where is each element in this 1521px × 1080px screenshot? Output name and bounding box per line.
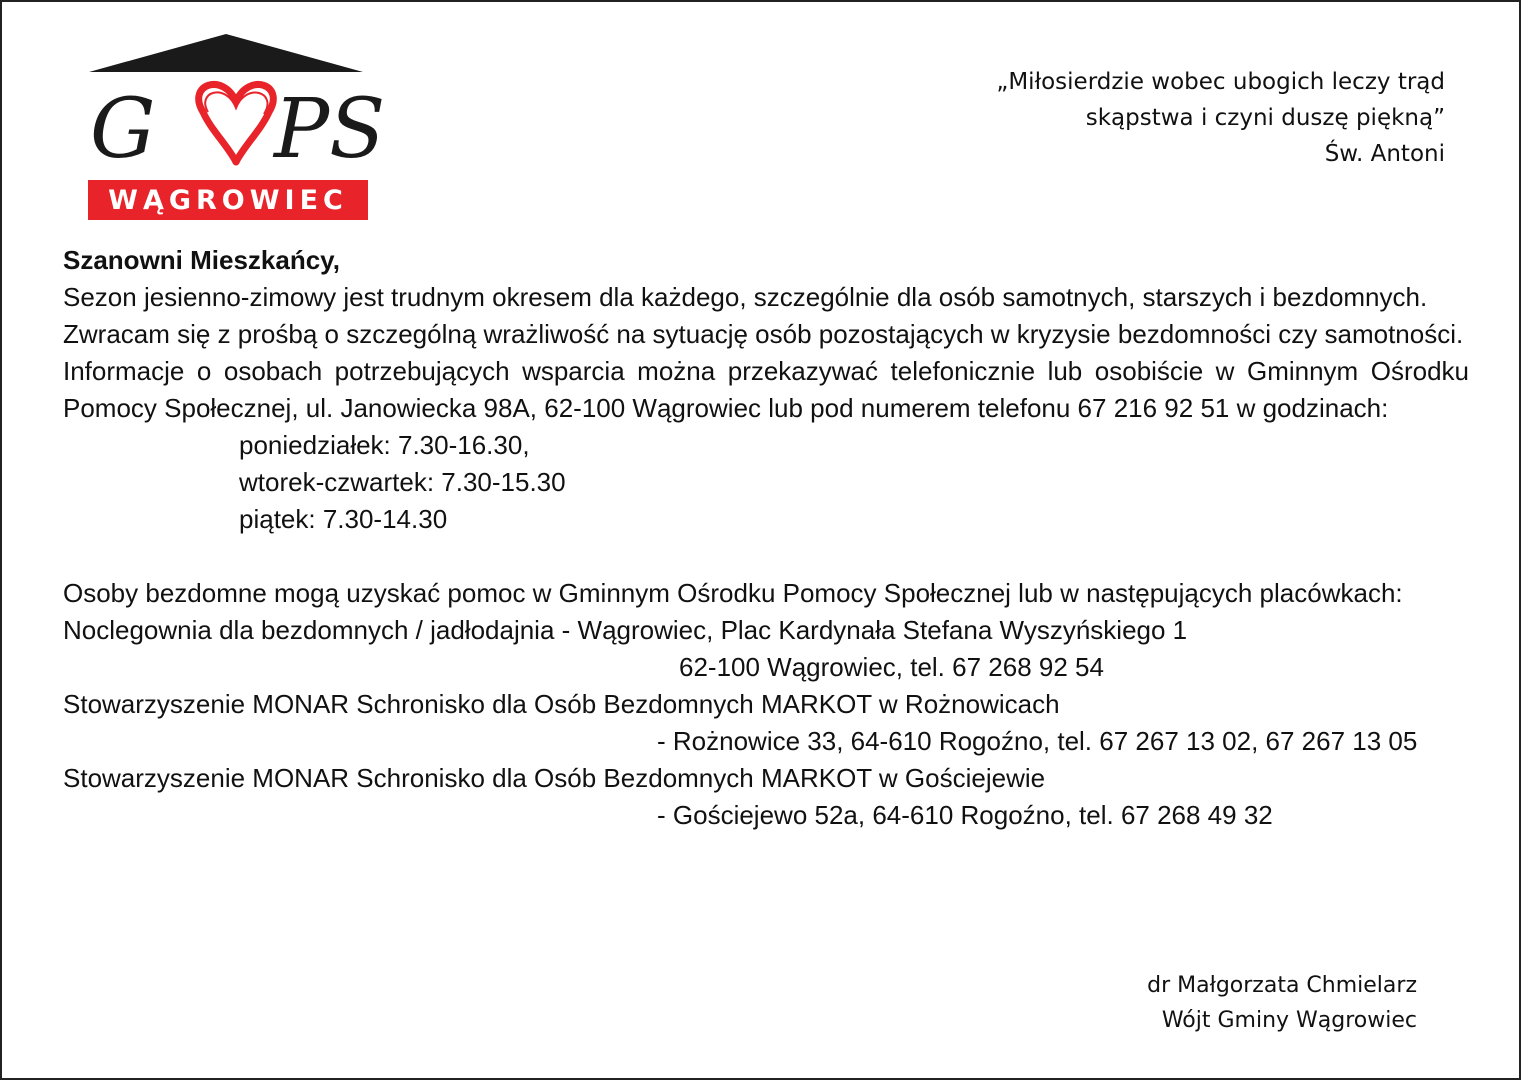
gops-logo xyxy=(86,32,386,222)
signature-block xyxy=(1147,968,1417,1038)
paragraph-contact: Informacje o osobach potrzebujących wsparcia można przekazywać telefonicznie lub osobiście w Gminnym Ośrodku Pomocy Społecznej, ul. Janowiecka 98A, 62-100 Wągrowiec lub pod numerem telefonu 67 216 92 51 w godzinach: xyxy=(63,356,1469,423)
hours-friday: piątek: 7.30-14.30 xyxy=(239,504,448,534)
quote-line-2: skąpstwa i czyni duszę piękną” xyxy=(1085,105,1445,131)
signature-title: Wójt Gminy Wągrowiec xyxy=(1161,1008,1417,1033)
paragraph-season: Sezon jesienno-zimowy jest trudnym okresem dla każdego, szczególnie dla osób samotnych, starszych i bezdomnych. Zwracam się z prośbą o szczególną wrażliwość na sytuację osób pozostających w kryzysie bezdomności czy samotności. xyxy=(63,282,1464,349)
facility-address: 62-100 Wągrowiec, tel. 67 268 92 54 xyxy=(679,652,1104,682)
letter-body xyxy=(63,242,1469,834)
spacer xyxy=(63,538,1469,575)
facility-address: - Rożnowice 33, 64-610 Rogoźno, tel. 67 267 13 02, 67 267 13 05 xyxy=(657,726,1418,756)
hours-tue-thu: wtorek-czwartek: 7.30-15.30 xyxy=(239,467,566,497)
facility-name: Noclegownia dla bezdomnych / jadłodajnia - Wągrowiec, Plac Kardynała Stefana Wyszyńskiego 1 xyxy=(63,615,1188,645)
roof-shape xyxy=(89,34,363,72)
greeting: Szanowni Mieszkańcy, xyxy=(63,245,340,275)
hours-monday: poniedziałek: 7.30-16.30, xyxy=(239,430,530,460)
quote-block xyxy=(996,64,1445,172)
facility-address: - Gościejewo 52a, 64-610 Rogoźno, tel. 67 268 49 32 xyxy=(657,800,1273,830)
quote-author: Św. Antoni xyxy=(1324,141,1445,167)
logo-letter-g: G xyxy=(90,82,156,177)
logo-graphic xyxy=(86,32,386,182)
paragraph-facilities: Osoby bezdomne mogą uzyskać pomoc w Gminnym Ośrodku Pomocy Społecznej lub w następujących placówkach: xyxy=(63,578,1403,608)
logo-letters-ps: PS xyxy=(274,82,386,177)
signature-name: dr Małgorzata Chmielarz xyxy=(1147,973,1417,998)
heart-icon xyxy=(199,84,274,162)
facility-name: Stowarzyszenie MONAR Schronisko dla Osób Bezdomnych MARKOT w Rożnowicach xyxy=(63,689,1060,719)
facility-name: Stowarzyszenie MONAR Schronisko dla Osób Bezdomnych MARKOT w Gościejewie xyxy=(63,763,1046,793)
quote-line-1: „Miłosierdzie wobec ubogich leczy trąd xyxy=(996,69,1445,95)
logo-banner: WĄGROWIEC xyxy=(88,180,368,220)
